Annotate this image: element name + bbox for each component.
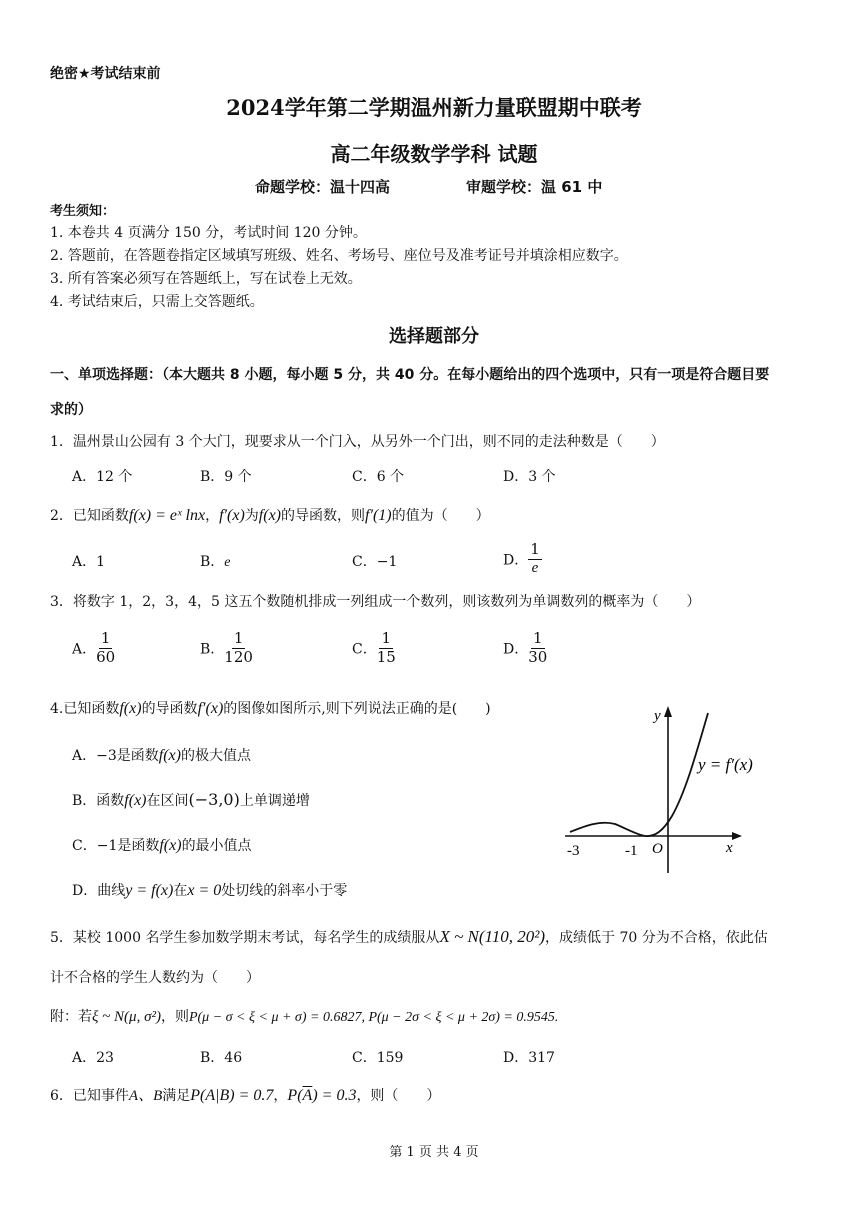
q5-option-b: B．46 — [200, 1050, 243, 1066]
q2-text-1: 2．已知函数 — [50, 508, 129, 524]
q2-function: f(x) = eˣ lnx — [128, 507, 206, 524]
q6-text-3: ， — [273, 1088, 288, 1104]
q6-prob-close: ) = 0.3 — [312, 1087, 357, 1104]
q3-option-d-label: D． — [503, 641, 529, 658]
q4-d-x: x = 0 — [187, 882, 222, 899]
q4-b-text: B．函数 — [72, 793, 125, 809]
q5-option-d: D．317 — [503, 1050, 555, 1066]
q4-derivative: f′(x) — [197, 700, 224, 717]
q4-d-text: D．曲线 — [72, 883, 126, 899]
q2-option-d-fraction — [528, 542, 542, 577]
q5-stem-line1 — [50, 927, 768, 947]
graph-tick-minus1: -1 — [625, 843, 638, 859]
q2-option-d-num: 1 — [530, 540, 540, 558]
part1-instruction-line1: 一、单项选择题：（本大题共 8 小题，每小题 5 分，共 40 分。在每小题给出的四个选项中，只有一项是符合题目要 — [50, 367, 770, 383]
q2-option-b — [200, 551, 231, 571]
q3-option-b-num: 1 — [233, 629, 244, 647]
q2-option-a-label: A． — [72, 554, 97, 570]
q4-text-1: 4.已知函数 — [50, 701, 120, 717]
q5-note-text-2: ，则 — [160, 1009, 189, 1025]
exam-title: 2024学年第二学期温州新力量联盟期中联考 — [226, 95, 642, 120]
notice-heading: 考生须知： — [50, 204, 116, 219]
q4-b-interval: (−3,0) — [188, 790, 240, 809]
q6-text-4: ，则（ ） — [356, 1088, 441, 1104]
q6-events: A、B — [128, 1088, 163, 1104]
q4-b-fx: f(x) — [124, 792, 147, 809]
q4-text-2: 的导函数 — [141, 701, 198, 717]
q1-option-a: A．12 个 — [72, 469, 133, 485]
q4-a-value: −3 — [96, 748, 117, 764]
q4-option-a — [72, 745, 251, 765]
q6-prob-open: P( — [287, 1087, 303, 1104]
q4-a-fx: f(x) — [158, 747, 181, 764]
q4-fx: f(x) — [119, 700, 142, 717]
q2-option-d-den: e — [531, 559, 539, 576]
q3-option-a-den: 60 — [96, 647, 116, 666]
q4-text-3: 的图像如图所示,则下列说法正确的是( ) — [223, 701, 491, 717]
secret-mark: 绝密★考试结束前 — [50, 66, 161, 82]
school-review: 审题学校：温 61 中 — [466, 178, 603, 196]
q2-option-b-label: B． — [200, 554, 225, 570]
q4-b-tail: 上单调递增 — [239, 793, 310, 809]
graph-curve — [570, 713, 708, 836]
q5-option-a: A．23 — [72, 1050, 114, 1066]
q3-option-c-num: 1 — [381, 629, 392, 647]
q2-option-c-value: −1 — [376, 554, 398, 570]
q5-note-text-1: 附：若 — [50, 1009, 92, 1025]
q4-c-label: C． — [72, 838, 97, 854]
q4-a-label: A． — [72, 748, 97, 764]
q1-option-b: B．9 个 — [200, 469, 252, 485]
q3-stem: 3．将数字 1，2，3，4，5 这五个数随机排成一列组成一个数列，则该数列为单调数列的概率为（ ） — [50, 594, 701, 610]
q2-option-b-value: e — [224, 555, 231, 570]
q2-fx: f(x) — [258, 507, 281, 524]
q4-d-text-2: 在 — [173, 883, 188, 899]
notice-item-4: 4. 考试结束后，只需上交答题纸。 — [50, 294, 264, 310]
q5-text-2: ，成绩低于 70 分为不合格，依此估 — [545, 930, 768, 946]
q3-option-c-label: C． — [352, 641, 377, 658]
q2-derivative: f′(x) — [219, 507, 245, 524]
q5-stem-line2: 计不合格的学生人数约为（ ） — [50, 970, 260, 986]
q6-text-1: 6．已知事件 — [50, 1088, 129, 1104]
q2-text-4: 的导函数，则 — [281, 508, 365, 524]
notice-item-2: 2. 答题前，在答题卷指定区域填写班级、姓名、考场号、座位号及准考证号并填涂相应数字。 — [50, 248, 628, 264]
q2-option-c — [352, 551, 397, 571]
q3-option-a-label: A． — [72, 641, 97, 658]
notice-item-3: 3. 所有答案必须写在答题纸上，写在试卷上无效。 — [50, 271, 362, 287]
q5-note-probabilities: P(μ − σ < ξ < μ + σ) = 0.6827, P(μ − 2σ < ξ < μ + 2σ) = 0.9545. — [188, 1010, 559, 1025]
q3-option-a-num: 1 — [100, 629, 111, 647]
q3-option-a-fraction — [96, 631, 115, 666]
q3-option-b-fraction — [224, 631, 253, 666]
q6-conditional-probability: P(A|B) = 0.7 — [190, 1087, 274, 1104]
graph-x-arrow — [732, 832, 742, 840]
q5-note — [50, 1006, 558, 1026]
q5-text-1: 5．某校 1000 名学生参加数学期末考试，每名学生的成绩服从 — [50, 930, 440, 946]
q1-option-d: D．3 个 — [503, 469, 556, 485]
q1-stem: 1．温州景山公园有 3 个大门，现要求从一个门入，从另外一个门出，则不同的走法种数是（ ） — [50, 434, 665, 450]
q3-option-b — [200, 631, 253, 666]
q2-option-a-value: 1 — [96, 554, 106, 570]
q3-option-c-den: 15 — [376, 647, 396, 666]
q4-c-fx: f(x) — [159, 837, 182, 854]
q5-note-distribution: ξ ~ N(μ, σ²) — [92, 1009, 161, 1025]
q4-option-d — [72, 880, 347, 900]
q2-option-c-label: C． — [352, 554, 377, 570]
q4-d-tail: 处切线的斜率小于零 — [221, 883, 348, 899]
page-footer: 第 1 页 共 4 页 — [389, 1145, 479, 1160]
q2-text-3: 为 — [244, 508, 259, 524]
q4-stem — [50, 698, 491, 718]
school-make: 命题学校：温十四高 — [255, 178, 391, 196]
q3-option-b-label: B． — [200, 641, 225, 658]
q2-stem — [50, 505, 490, 525]
q3-option-d — [503, 631, 547, 666]
q4-a-tail: 的极大值点 — [180, 748, 251, 764]
section-title: 选择题部分 — [389, 326, 479, 347]
graph-origin-label: O — [652, 841, 663, 857]
graph-tick-minus3: -3 — [567, 843, 580, 859]
q5-option-c: C．159 — [352, 1050, 404, 1066]
q2-text-2: ， — [205, 508, 220, 524]
part1-instruction-line2: 求的） — [50, 402, 92, 418]
q1-option-c: C．6 个 — [352, 469, 405, 485]
q4-option-b — [72, 790, 310, 810]
q4-c-tail: 的最小值点 — [181, 838, 252, 854]
q6-text-2: 满足 — [162, 1088, 191, 1104]
q4-d-curve: y = f(x) — [125, 882, 174, 899]
q2-option-a — [72, 551, 105, 571]
q2-option-d — [503, 542, 542, 577]
q4-c-text: 是函数 — [117, 838, 160, 854]
graph-y-arrow — [664, 706, 672, 717]
notice-item-1: 1. 本卷共 4 页满分 150 分，考试时间 120 分钟。 — [50, 225, 367, 241]
q3-option-d-fraction — [528, 631, 547, 666]
graph-x-label: x — [726, 840, 733, 856]
q4-option-c — [72, 835, 252, 855]
q3-option-d-num: 1 — [533, 629, 543, 647]
q4-c-value: −1 — [96, 838, 118, 854]
derivative-graph — [560, 698, 760, 878]
q6-complement-event: $\overline{A}$ — [302, 1087, 313, 1104]
q6-stem — [50, 1084, 440, 1105]
q3-option-c — [352, 631, 396, 666]
q3-option-b-den: 120 — [224, 647, 253, 666]
q4-a-text: 是函数 — [116, 748, 159, 764]
q5-distribution: X ~ N(110, 20²) — [439, 927, 546, 946]
q4-b-text-2: 在区间 — [146, 793, 189, 809]
q3-option-d-den: 30 — [528, 647, 548, 666]
q2-text-5: 的值为（ ） — [391, 508, 490, 524]
q3-option-c-fraction — [377, 631, 396, 666]
q2-derivative-at-1: f′(1) — [365, 507, 392, 524]
graph-y-label: y — [654, 708, 661, 724]
q3-option-a — [72, 631, 115, 666]
graph-curve-label: y = f′(x) — [698, 755, 753, 774]
exam-subtitle: 高二年级数学学科 试题 — [330, 142, 538, 166]
q2-option-d-label: D． — [503, 552, 529, 569]
